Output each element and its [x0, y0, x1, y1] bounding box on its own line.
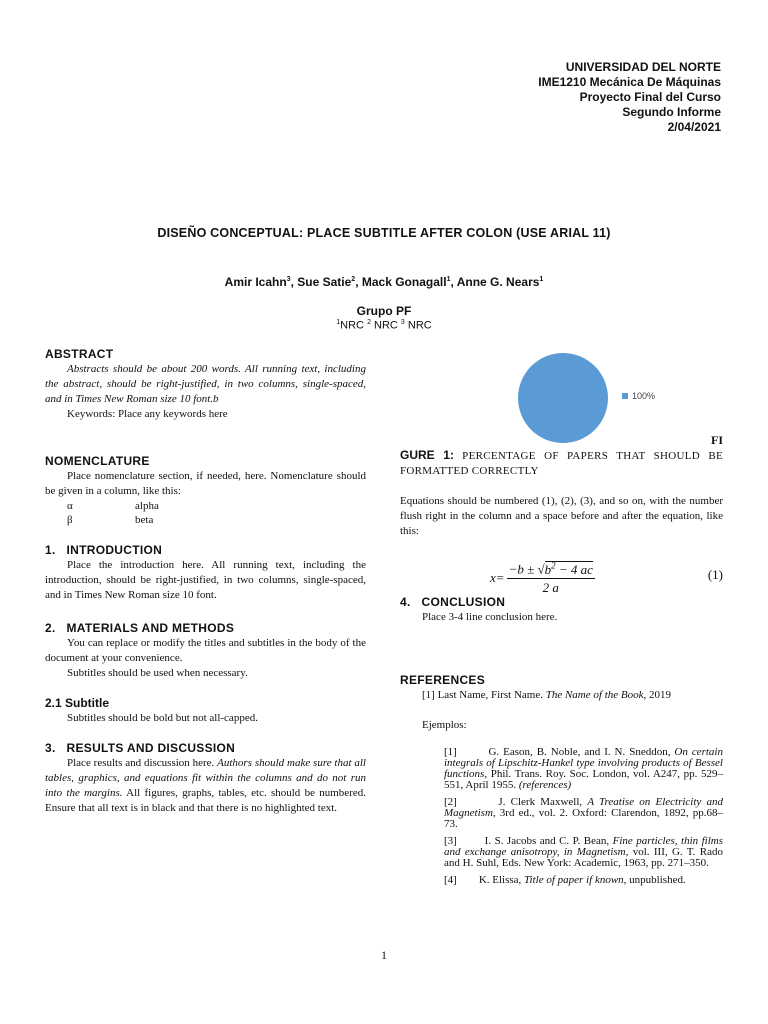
subtitle-text: Subtitles should be bold but not all-capped.	[67, 712, 258, 724]
affiliation-line	[0, 319, 768, 332]
results-section	[45, 741, 366, 816]
ref-note: (references)	[518, 779, 572, 791]
ref-text: [1] Last Name, First Name.	[422, 689, 546, 701]
author-name: Amir Icahn	[224, 275, 287, 289]
sqrt-icon: √	[537, 561, 545, 577]
author-affiliation: 1	[446, 276, 451, 283]
author-affiliation: 1	[539, 276, 544, 283]
nrc-text: NRC	[340, 319, 368, 332]
reference-item	[444, 746, 726, 791]
ref-text: , unpublished.	[623, 874, 686, 886]
ref-text: , 2019	[643, 689, 671, 701]
ref-text: [1] G. Eason, B. Noble, and I. N. Sneddon,	[444, 746, 675, 758]
nomenclature-table	[67, 499, 159, 527]
equations-text: Equations should be numbered (1), (2), (3), and so on, with the number flush right in the column and a space before and after the equation, like this:	[400, 495, 723, 537]
header-project: Proyecto Final del Curso	[579, 90, 721, 104]
materials-text: You can replace or modify the titles and subtitles in the body of the document at your convenience.	[45, 637, 366, 664]
equations-section	[400, 494, 723, 539]
paper-title: DISEÑO CONCEPTUAL: PLACE SUBTITLE AFTER COLON (USE ARIAL 11)	[157, 226, 611, 240]
nrc-sup: 2	[367, 319, 371, 326]
numerator	[507, 557, 595, 578]
left-column	[45, 347, 366, 847]
conclusion-text: Place 3-4 line conclusion here.	[422, 611, 558, 623]
nomenclature-text: Place nomenclature section, if needed, here. Nomenclature should be given in a column, like this:	[45, 470, 366, 497]
nrc-text: NRC	[370, 319, 401, 332]
ref-text: [3] I. S. Jacobs and C. P. Bean,	[444, 835, 613, 847]
references-heading: REFERENCES	[400, 673, 486, 687]
exponent: 2	[551, 560, 556, 571]
author-affiliation: 3	[286, 276, 291, 283]
reference-item	[444, 835, 726, 869]
nrc-sup: 3	[400, 319, 405, 326]
ref-title: A Treatise on Electricity and Magnetism	[444, 796, 726, 819]
materials-section	[45, 621, 366, 681]
ref-text: , vol. III, G. T. Rado and H. Suhl, Eds. New York: Academic, 1963, pp. 271–350.	[444, 846, 726, 869]
table-row	[67, 499, 159, 513]
ref-title: Fine particles, thin films and exchange anisotropy, in Magnetism	[444, 835, 726, 858]
results-text-a: Place results and discussion here.	[67, 757, 218, 769]
reference-item	[444, 796, 726, 830]
author-name: Anne G. Nears	[456, 275, 540, 289]
group-name: Grupo PF	[356, 304, 412, 318]
introduction-heading: 1. INTRODUCTION	[45, 543, 163, 557]
ref-text: Phil. Trans. Roy. Soc. London, vol. A247, pp. 529–551, April 1955.	[444, 768, 723, 791]
examples-label: Ejemplos:	[422, 719, 467, 731]
abstract-section	[45, 347, 366, 422]
radicand-rest: − 4 ac	[555, 561, 593, 577]
meaning-cell: beta	[135, 514, 154, 526]
figure-1	[400, 345, 723, 450]
header-course: IME1210 Mecánica De Máquinas	[538, 75, 721, 89]
author-list: Amir Icahn$^3$, Sue Satie$^2$, Mack Gonagall$^1$, Anne G. Nears$^1$	[224, 275, 544, 289]
author-affiliation: 2	[351, 276, 356, 283]
abstract-heading: ABSTRACT	[45, 347, 114, 361]
author-name: Mack Gonagall	[361, 275, 447, 289]
conclusion-section	[400, 595, 723, 625]
results-heading: 3. RESULTS AND DISCUSSION	[45, 741, 236, 755]
ref-title: Title of paper if known	[524, 874, 624, 886]
nomenclature-heading: NOMENCLATURE	[45, 454, 150, 468]
pie-chart	[400, 345, 723, 450]
ref-title: On certain integrals of Lipschitz-Hankel type involving products of Bessel functions,	[444, 746, 726, 780]
introduction-text: Place the introduction here. All running text, including the introduction, should be right-justified, in two columns, single-spaced, and in Times New Roman size 10 font.	[45, 559, 366, 601]
legend-swatch	[622, 393, 628, 399]
results-text-italic: Authors should make sure that all tables, graphics, and equations fit within the columns and do not run into the margins.	[45, 757, 366, 799]
pie-slice	[518, 353, 608, 443]
page-number: 1	[381, 948, 387, 962]
meaning-cell: alpha	[135, 500, 159, 512]
results-text-c: All figures, graphs, tables, etc. should be numbered. Ensure that all text is in black and that there is no highlighted text.	[45, 787, 366, 814]
nrc-sup: 1	[336, 319, 341, 326]
figure-caption-text: PERCENTAGE OF PAPERS THAT SHOULD BE FORMATTED CORRECTLY	[400, 450, 723, 477]
reference-main	[400, 688, 723, 703]
conclusion-heading: 4. CONCLUSION	[400, 595, 506, 609]
ref-text: [4] K. Elissa,	[444, 874, 525, 886]
symbol-cell: β	[67, 514, 73, 526]
symbol-cell: α	[67, 500, 73, 512]
equation-number: (1)	[707, 567, 723, 582]
header-university: UNIVERSIDAD DEL NORTE	[565, 60, 721, 74]
table-row	[67, 513, 159, 527]
legend-label: 100%	[632, 391, 656, 401]
ref-title: The Name of the Book	[545, 689, 644, 701]
numerator-part: −b ±	[508, 561, 538, 577]
ref-text: [2] J. Clerk Maxwell,	[444, 796, 588, 808]
header-date: 2/04/2021	[667, 120, 721, 134]
nrc-text: NRC	[404, 319, 432, 332]
caption-fragment: FI	[711, 433, 723, 447]
materials-heading: 2. MATERIALS AND METHODS	[45, 621, 235, 635]
results-text	[45, 756, 366, 816]
header-report: Segundo Informe	[622, 105, 721, 119]
fraction	[507, 557, 595, 596]
introduction-section	[45, 543, 366, 603]
radicand	[545, 561, 593, 577]
radicand-var: b	[544, 561, 552, 577]
ref-text: , 3rd ed., vol. 2. Oxford: Clarendon, 1892, pp.68–73.	[444, 807, 723, 830]
equation-lhs: x=	[490, 569, 505, 585]
right-column	[400, 345, 726, 925]
materials-text: Subtitles should be used when necessary.	[67, 667, 248, 679]
subtitle-heading: 2.1 Subtitle	[45, 696, 110, 710]
keywords: Keywords: Place any keywords here	[67, 408, 228, 420]
abstract-text: Abstracts should be about 200 words. All running text, including the abstract, should be right-justified, in two columns, single-spaced, and in Times New Roman size 10 font.b	[45, 363, 366, 405]
figure-caption	[400, 448, 723, 479]
references-section	[400, 673, 726, 892]
reference-list	[400, 746, 726, 886]
document-header	[538, 60, 721, 135]
nomenclature-section	[45, 454, 366, 527]
denominator: 2 a	[542, 579, 559, 595]
equation-1	[400, 558, 723, 598]
author-name: Sue Satie	[297, 275, 352, 289]
reference-item	[444, 875, 723, 886]
figure-label: GURE 1:	[400, 448, 454, 462]
subtitle-section	[45, 696, 366, 726]
